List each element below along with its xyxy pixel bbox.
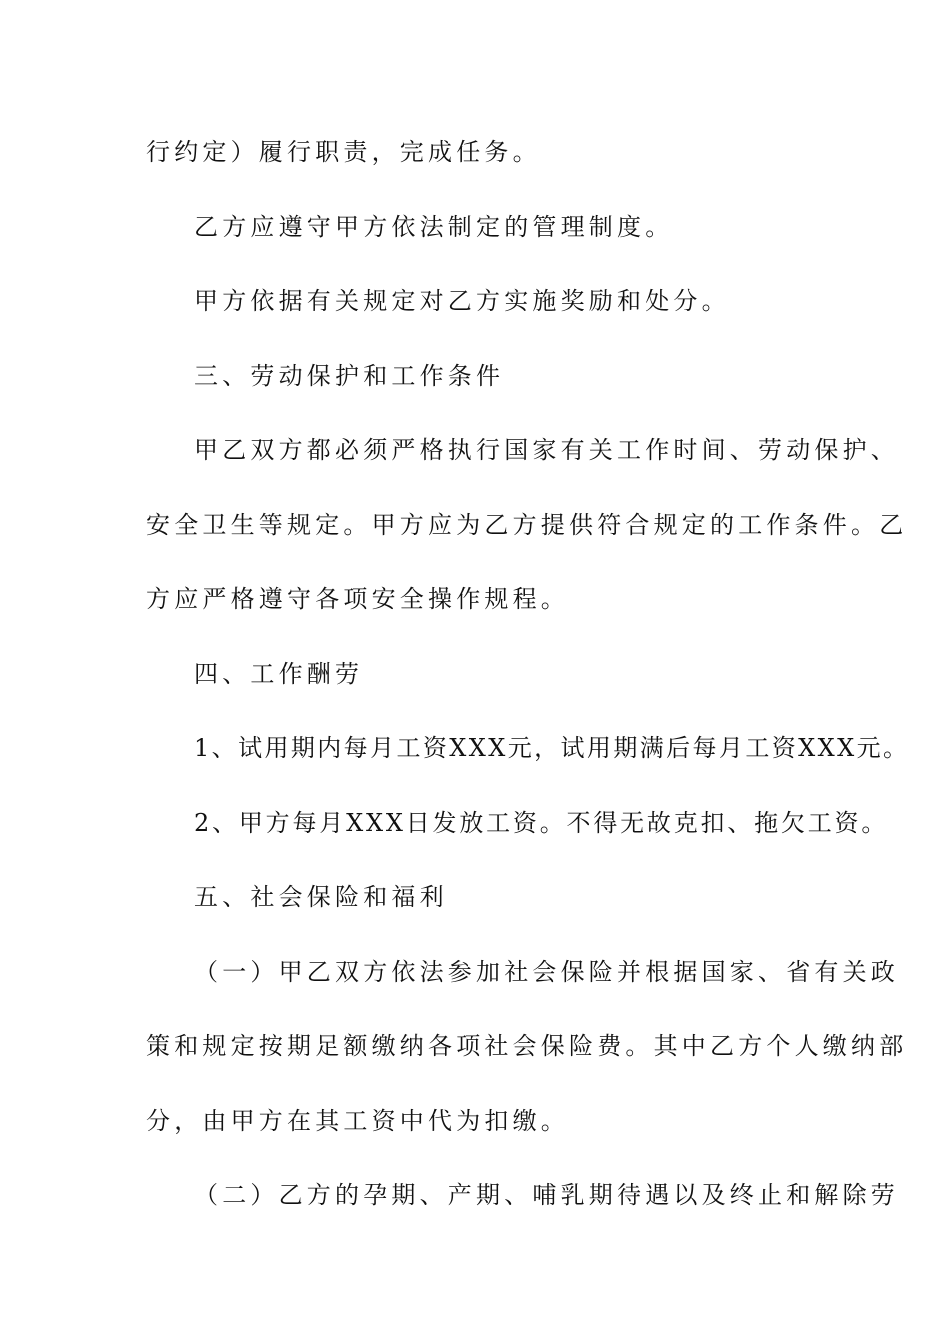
text-line-12: （一）甲乙双方依法参加社会保险并根据国家、省有关政 [194,958,899,986]
text-line-1: 行约定）履行职责，完成任务。 [146,138,541,166]
text-line-5: 甲乙双方都必须严格执行国家有关工作时间、劳动保护、 [194,436,899,464]
text-line-9: 1、试用期内每月工资XXX元，试用期满后每月工资XXX元。 [194,734,910,762]
section-heading-3: 三、劳动保护和工作条件 [194,362,505,390]
text-line-13: 策和规定按期足额缴纳各项社会保险费。其中乙方个人缴纳部 [146,1032,908,1060]
text-line-15: （二）乙方的孕期、产期、哺乳期待遇以及终止和解除劳 [194,1181,899,1209]
text-line-3: 甲方依据有关规定对乙方实施奖励和处分。 [194,287,730,315]
text-line-14: 分，由甲方在其工资中代为扣缴。 [146,1107,569,1135]
text-line-2: 乙方应遵守甲方依法制定的管理制度。 [194,213,674,241]
text-line-7: 方应严格遵守各项安全操作规程。 [146,585,569,613]
text-line-6: 安全卫生等规定。甲方应为乙方提供符合规定的工作条件。乙 [146,511,908,539]
section-heading-4: 四、工作酬劳 [194,660,364,688]
text-line-10: 2、甲方每月XXX日发放工资。不得无故克扣、拖欠工资。 [194,809,889,837]
section-heading-5: 五、社会保险和福利 [194,883,448,911]
